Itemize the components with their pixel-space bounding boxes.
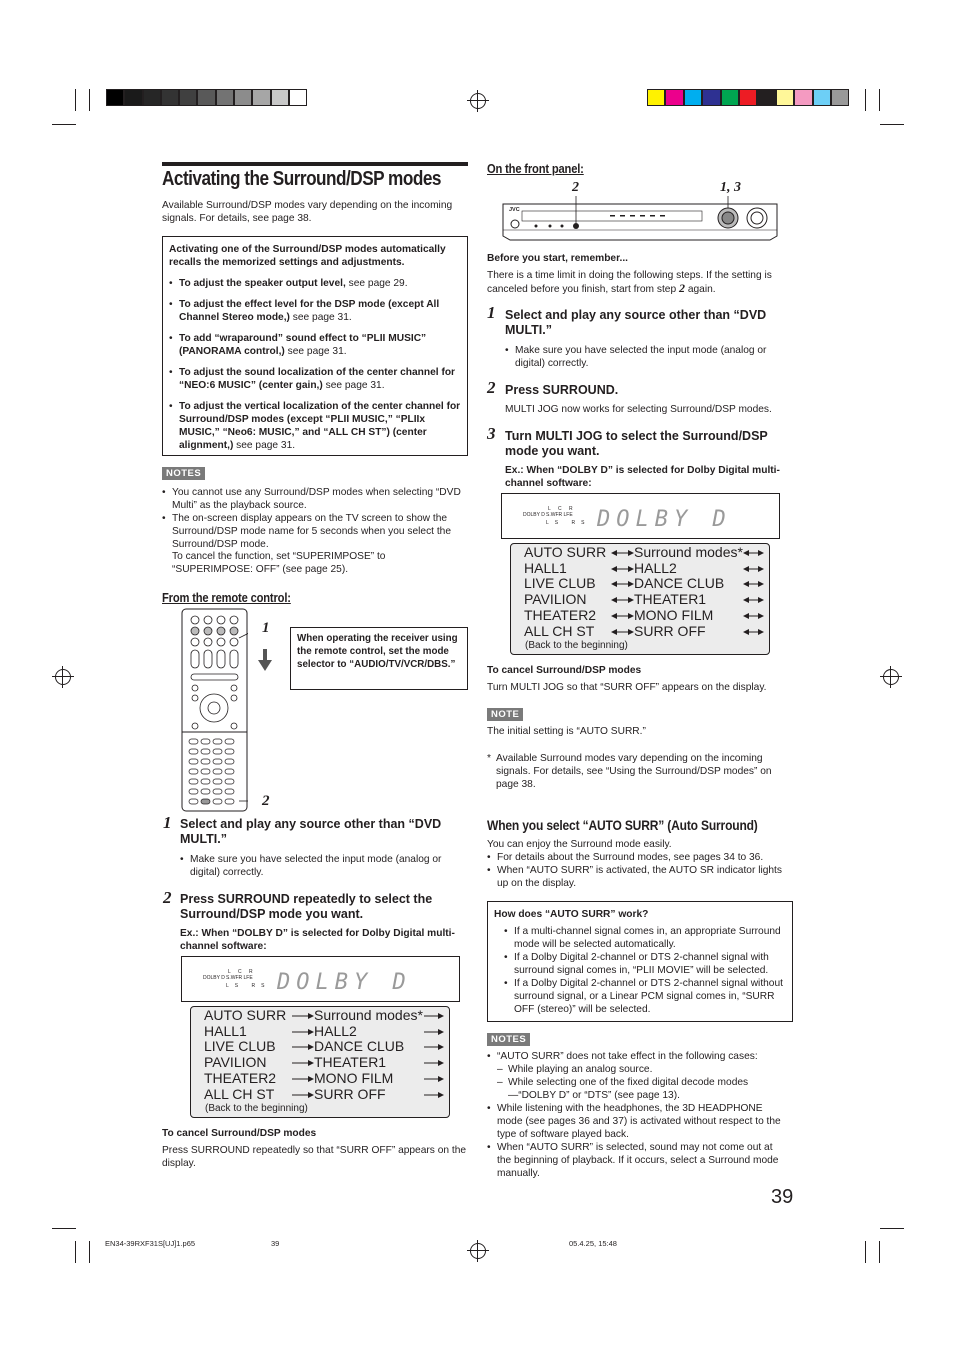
- memo-item: • To adjust the vertical localization of the center channel for Surround/DSP modes (except “PLII MUSIC,” “PLIIx MUSIC,” “Neo6: MUSIC,” and “ALL CH ST”) (center alignment,) see page 31.: [169, 400, 461, 452]
- crop-mark: [75, 89, 76, 111]
- mode-name: Surround modes*: [634, 544, 743, 560]
- mode-list-right-col: [314, 1008, 423, 1102]
- before-start-step-ref: 2: [678, 281, 685, 295]
- display-mode-text: DOLBY D: [597, 507, 732, 532]
- crop-mark: [52, 124, 76, 125]
- memo-item: • To adjust the effect level for the DSP mode (except All Channel Stereo mode,) see page 31.: [169, 298, 461, 324]
- color-swatch: [739, 89, 757, 106]
- notes-right-dash: – While selecting one of the fixed digital decode modes—“DOLBY D” or “DTS” (see page 13).: [497, 1077, 749, 1101]
- arrow-icon: [291, 1075, 315, 1083]
- display-ch-top: L C R: [228, 969, 256, 975]
- mode-name: HALL2: [314, 1022, 357, 1039]
- auto-surr-item: • When “AUTO SURR” is activated, the AUTO SR indicator lights up on the display.: [487, 864, 787, 890]
- double-arrow-icon: [743, 565, 765, 573]
- mode-name: LIVE CLUB: [204, 1038, 276, 1055]
- mode-list-footer: (Back to the beginning): [205, 1103, 308, 1114]
- before-start-heading: Before you start, remember...: [487, 253, 628, 264]
- note-item: • You cannot use any Surround/DSP modes when selecting “DVD Multi” as the playback source.: [162, 486, 468, 512]
- footnote-mark: *: [487, 753, 491, 764]
- mode-name: HALL1: [524, 559, 567, 576]
- color-swatch: [106, 89, 124, 106]
- display-ch-mid: S.WFR LFE: [546, 512, 573, 518]
- mode-name: HALL1: [204, 1022, 247, 1039]
- color-swatch: [161, 89, 179, 106]
- crop-mark: [52, 1228, 76, 1229]
- page-number: 39: [771, 1186, 794, 1208]
- remote-control-illustration: [181, 608, 248, 812]
- double-arrow-icon: [611, 596, 635, 604]
- left-cancel-heading: To cancel Surround/DSP modes: [162, 1128, 317, 1139]
- display-tag: DOLBY D: [523, 512, 545, 518]
- selector-arrow-icon: [258, 649, 272, 676]
- display-ch-bot: LS RS: [226, 983, 271, 989]
- mode-cycle-right: [510, 543, 770, 655]
- footer-page: 39: [271, 1239, 280, 1248]
- front-panel-illustration: [500, 196, 780, 242]
- note-item: • The on-screen display appears on the TV screen to show the Surround/DSP mode name for 5 seconds when you select the Surround/DSP mode.: [162, 512, 468, 551]
- notes-right-dash: – While playing an analog source.: [497, 1064, 653, 1075]
- mode-name: MONO FILM: [634, 606, 714, 623]
- arrow-icon: [423, 1059, 445, 1067]
- double-arrow-icon: [743, 612, 765, 620]
- notes-left-list: [162, 486, 468, 551]
- page-title: Activating the Surround/DSP modes: [162, 168, 441, 190]
- right-step-3-text: Turn MULTI JOG to select the Surround/DSP mode you want.: [505, 429, 768, 458]
- crop-mark: [880, 1228, 904, 1229]
- color-swatch: [721, 89, 739, 106]
- remote-callout-1: 1: [262, 620, 270, 636]
- color-swatch: [702, 89, 720, 106]
- display-ch-bot: LS RS: [546, 520, 591, 526]
- memo-item: • To add “wraparound” sound effect to “PLII MUSIC” (PANORAMA control,) see page 31.: [169, 332, 461, 358]
- remote-heading: From the remote control:: [162, 590, 291, 605]
- registration-mark-bottom: [470, 1243, 486, 1259]
- right-cancel-heading: To cancel Surround/DSP modes: [487, 665, 642, 676]
- auto-surr-box-list: [504, 925, 784, 1016]
- arrow-icon: [423, 1028, 445, 1036]
- color-swatch: [289, 89, 307, 106]
- left-step-2-text: Press SURROUND repeatedly to select the Surround/DSP mode you want.: [180, 892, 433, 921]
- before-start-text: [487, 269, 783, 296]
- mode-name: AUTO SURR: [204, 1007, 287, 1023]
- double-arrow-icon: [743, 580, 765, 588]
- registration-mark-top: [470, 93, 486, 109]
- mode-name: THEATER2: [204, 1069, 277, 1086]
- color-swatch: [776, 89, 794, 106]
- mode-list-left-col: [524, 545, 606, 639]
- mode-name: THEATER2: [524, 606, 597, 623]
- right-step-3-number: 3: [487, 424, 496, 443]
- display-ch-top: L C R: [548, 506, 576, 512]
- arrow-icon: [291, 1059, 315, 1067]
- front-panel-heading: On the front panel:: [487, 161, 584, 176]
- double-arrow-icon: [743, 549, 765, 557]
- mode-name: ALL CH ST: [204, 1085, 275, 1102]
- right-step-1-text: Select and play any source other than “DVD MULTI.”: [505, 308, 767, 337]
- right-step-1-number: 1: [487, 303, 496, 322]
- left-step-1-sub: [180, 853, 468, 879]
- notes-badge: NOTES: [162, 467, 205, 480]
- memo-list: [169, 277, 461, 460]
- step-sub-item: • Make sure you have selected the input mode (analog or digital) correctly.: [505, 344, 785, 370]
- mode-name: LIVE CLUB: [524, 575, 596, 592]
- color-bar-gray: [106, 89, 307, 106]
- note-right-text: The initial setting is “AUTO SURR.”: [487, 726, 646, 737]
- left-step-2-sub: Ex.: When “DOLBY D” is selected for Dolby Digital multi-channel software:: [180, 928, 455, 952]
- auto-surr-item: • For details about the Surround modes, see pages 34 to 36.: [487, 851, 787, 864]
- right-step-1-sub: [505, 344, 785, 370]
- arrow-icon: [291, 1091, 315, 1099]
- arrow-icon: [291, 1012, 315, 1020]
- right-step-2-number: 2: [487, 378, 496, 397]
- color-swatch: [794, 89, 812, 106]
- mode-list-right-col: [634, 545, 743, 639]
- notes-right-item: • When “AUTO SURR” is selected, sound may not come out at the beginning of playback. If it occurs, select a Surround mode manually.: [487, 1142, 779, 1179]
- auto-surr-heading: When you select “AUTO SURR” (Auto Surround): [487, 817, 758, 833]
- arrow-icon: [423, 1043, 445, 1051]
- remote-note-box: [290, 627, 468, 690]
- arrow-icon: [291, 1028, 315, 1036]
- color-swatch: [124, 89, 142, 106]
- right-cancel-text: Turn MULTI JOG so that “SURR OFF” appears on the display.: [487, 682, 767, 693]
- mode-name: AUTO SURR: [524, 544, 607, 560]
- auto-surr-list: [487, 851, 787, 890]
- step-sub-item: • Make sure you have selected the input mode (analog or digital) correctly.: [180, 853, 468, 879]
- note-badge: NOTE: [487, 708, 523, 721]
- box-item: • If a Dolby Digital 2-channel or DTS 2-channel signal with surround signal comes in, “PLII MOVIE” will be selected.: [504, 951, 784, 977]
- footer-date: 05.4.25, 15:48: [569, 1239, 617, 1248]
- left-step-1-number: 1: [163, 813, 172, 832]
- footer-file: EN34-39RXF31S[UJ]1.p65: [105, 1239, 196, 1248]
- color-swatch: [757, 89, 775, 106]
- notes-right-item: • “AUTO SURR” does not take effect in the following cases:: [487, 1051, 758, 1062]
- double-arrow-icon: [611, 565, 635, 573]
- auto-surr-box: [487, 901, 793, 1022]
- memo-item: • To adjust the sound localization of the center channel for “NEO:6 MUSIC” (center gain,) see page 31.: [169, 366, 461, 392]
- color-swatch: [216, 89, 234, 106]
- display-panel-right: [501, 493, 780, 539]
- color-swatch: [665, 89, 683, 106]
- right-step-2-text: Press SURROUND.: [505, 383, 619, 397]
- memo-item: • To adjust the speaker output level, see page 29.: [169, 277, 461, 290]
- color-swatch: [252, 89, 270, 106]
- color-swatch: [179, 89, 197, 106]
- mode-name: PAVILION: [524, 591, 587, 608]
- mode-name: DANCE CLUB: [634, 575, 725, 592]
- mode-name: Surround modes*: [314, 1007, 423, 1023]
- color-swatch: [831, 89, 849, 106]
- double-arrow-icon: [743, 596, 765, 604]
- color-swatch: [647, 89, 665, 106]
- crop-mark: [89, 89, 90, 111]
- footnote-text: Available Surround modes vary depending on the incoming signals. For details, see “Using the Surround/DSP modes” on page 38.: [496, 753, 772, 790]
- mode-name: SURR OFF: [314, 1085, 386, 1102]
- left-step-1-text: Select and play any source other than “DVD MULTI.”: [180, 817, 442, 846]
- mode-name: HALL2: [634, 559, 677, 576]
- display-ch-mid: S.WFR LFE: [226, 975, 253, 981]
- color-swatch: [143, 89, 161, 106]
- crop-mark: [75, 1241, 76, 1263]
- color-swatch: [197, 89, 215, 106]
- mode-name: PAVILION: [204, 1054, 267, 1071]
- mode-name: THEATER1: [634, 591, 707, 608]
- mode-name: SURR OFF: [634, 622, 706, 639]
- color-swatch: [684, 89, 702, 106]
- mode-list-left-col: [204, 1008, 286, 1102]
- notes-right-block: [487, 1050, 787, 1180]
- color-swatch: [271, 89, 289, 106]
- auto-surr-box-heading: How does “AUTO SURR” work?: [494, 909, 649, 920]
- double-arrow-icon: [611, 549, 635, 557]
- registration-mark-right: [883, 669, 899, 685]
- right-step-2-sub: MULTI JOG now works for selecting Surround/DSP modes.: [505, 404, 772, 415]
- double-arrow-icon: [743, 628, 765, 636]
- mode-name: DANCE CLUB: [314, 1038, 405, 1055]
- title-rule: [162, 162, 468, 166]
- mode-name: THEATER1: [314, 1054, 387, 1071]
- color-swatch: [234, 89, 252, 106]
- box-item: • If a multi-channel signal comes in, an appropriate Surround mode will be selected automatically.: [504, 925, 784, 951]
- front-callout-b: 1, 3: [720, 180, 741, 195]
- color-swatch: [813, 89, 831, 106]
- auto-surr-intro: You can enjoy the Surround mode easily.: [487, 839, 672, 850]
- mode-cycle-left: [190, 1006, 450, 1118]
- double-arrow-icon: [611, 580, 635, 588]
- notes-right-item: • While listening with the headphones, the 3D HEADPHONE mode (see pages 36 and 37) is activated without respect to the type of software played back.: [487, 1103, 781, 1140]
- arrow-icon: [423, 1075, 445, 1083]
- left-step-2-number: 2: [163, 888, 172, 907]
- memo-heading: Activating one of the Surround/DSP modes automatically recalls the memorized settings and adjustments.: [169, 244, 446, 268]
- intro-text: Available Surround/DSP modes vary depending on the incoming signals. For details, see page 38.: [162, 200, 453, 224]
- remote-note-text: When operating the receiver using the remote control, set the mode selector to “AUDIO/TV/VCR/DBS.”: [297, 633, 458, 670]
- double-arrow-icon: [611, 628, 635, 636]
- color-bar-cmyk: [647, 89, 849, 106]
- crop-mark: [880, 124, 904, 125]
- crop-mark: [879, 89, 880, 111]
- remote-callout-2: 2: [262, 793, 270, 809]
- registration-mark-left: [55, 669, 71, 685]
- box-item: • If a Dolby Digital 2-channel or DTS 2-channel signal without surround signal, or a Linear PCM signal comes in, “SURR OFF (stereo)” will be selected.: [504, 977, 784, 1016]
- before-start-body: There is a time limit in doing the following steps. If the setting is canceled before you finish, start from step: [487, 270, 772, 295]
- memo-box: [162, 236, 468, 456]
- double-arrow-icon: [611, 612, 635, 620]
- display-mode-text: DOLBY D: [277, 970, 412, 995]
- notes-right-badge: NOTES: [487, 1033, 530, 1046]
- display-tag: DOLBY D: [203, 975, 225, 981]
- crop-mark: [879, 1241, 880, 1263]
- crop-mark: [865, 89, 866, 111]
- mode-name: MONO FILM: [314, 1069, 394, 1086]
- front-callout-a: 2: [572, 180, 579, 195]
- arrow-icon: [423, 1012, 445, 1020]
- left-cancel-text: Press SURROUND repeatedly so that “SURR OFF” appears on the display.: [162, 1145, 467, 1169]
- crop-mark: [89, 1241, 90, 1263]
- mode-name: ALL CH ST: [524, 622, 595, 639]
- arrow-icon: [423, 1091, 445, 1099]
- note-cancel-text: To cancel the function, set “SUPERIMPOSE” to “SUPERIMPOSE: OFF” (see page 25).: [172, 551, 386, 575]
- right-step-3-sub: Ex.: When “DOLBY D” is selected for Dolby Digital multi-channel software:: [505, 465, 780, 489]
- before-start-end: again.: [687, 284, 716, 295]
- crop-mark: [865, 1241, 866, 1263]
- mode-list-footer: (Back to the beginning): [525, 640, 628, 651]
- jvc-logo: JVC: [509, 207, 520, 213]
- arrow-icon: [291, 1043, 315, 1051]
- display-panel-left: [181, 956, 460, 1002]
